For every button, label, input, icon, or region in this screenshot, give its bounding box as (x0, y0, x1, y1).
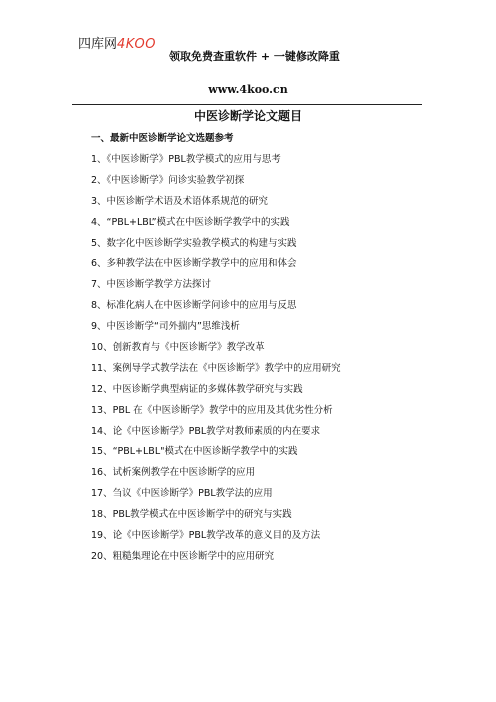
topic-item: 4、“PBL+LBL”模式在中医诊断学教学中的实践 (91, 216, 290, 228)
document-title: 中医诊断学论文题目 (193, 109, 302, 123)
topic-item: 20、粗糙集理论在中医诊断学中的应用研究 (91, 550, 275, 562)
topic-item: 5、数字化中医诊断学实验教学模式的构建与实践 (91, 237, 297, 249)
topic-item: 14、论《中医诊断学》PBL教学对教师素质的内在要求 (91, 425, 321, 437)
topic-item: 11、案例导学式教学法在《中医诊断学》教学中的应用研究 (91, 362, 341, 374)
topic-item: 12、中医诊断学典型病证的多媒体教学研究与实践 (91, 383, 303, 395)
topic-item: 16、试析案例教学在中医诊断学的应用 (91, 467, 256, 479)
topic-item: 9、中医诊断学“司外揣内”思维浅析 (91, 321, 240, 333)
topic-item: 7、中医诊断学教学方法探讨 (91, 279, 212, 291)
topic-item: 17、刍议《中医诊断学》PBL教学法的应用 (91, 488, 273, 500)
site-url-link[interactable]: www.4koo.cn (208, 83, 288, 96)
header-divider (72, 104, 422, 105)
topic-item: 1、《中医诊断学》PBL教学模式的应用与思考 (91, 154, 281, 165)
logo-text-cn: 四库网 (78, 37, 118, 52)
section-heading: 一、最新中医诊断学论文选题参考 (91, 133, 234, 144)
site-logo[interactable] (78, 37, 156, 53)
topic-item: 2、《中医诊断学》问诊实验教学初探 (91, 174, 245, 186)
topic-item: 6、多种教学法在中医诊断学教学中的应用和体会 (91, 258, 297, 270)
topic-item: 19、论《中医诊断学》PBL教学改革的意义目的及方法 (91, 530, 321, 542)
topic-item: 18、PBL教学模式在中医诊断学中的研究与实践 (91, 509, 292, 521)
logo-text-en: 4KOO (117, 37, 156, 52)
topic-item: 15、“PBL+LBL"模式在中医诊断学教学中的实践 (91, 446, 298, 458)
topic-item: 10、创新教育与《中医诊断学》教学改革 (91, 342, 265, 354)
topic-list (91, 150, 341, 568)
promo-banner-text[interactable]: 领取免费查重软件 + 一键修改降重 (169, 50, 340, 63)
topic-item: 3、中医诊断学术语及术语体系规范的研究 (91, 195, 269, 207)
topic-item: 8、标准化病人在中医诊断学问诊中的应用与反思 (91, 300, 297, 312)
topic-item: 13、PBL 在《中医诊断学》教学中的应用及其优劣性分析 (91, 404, 333, 416)
